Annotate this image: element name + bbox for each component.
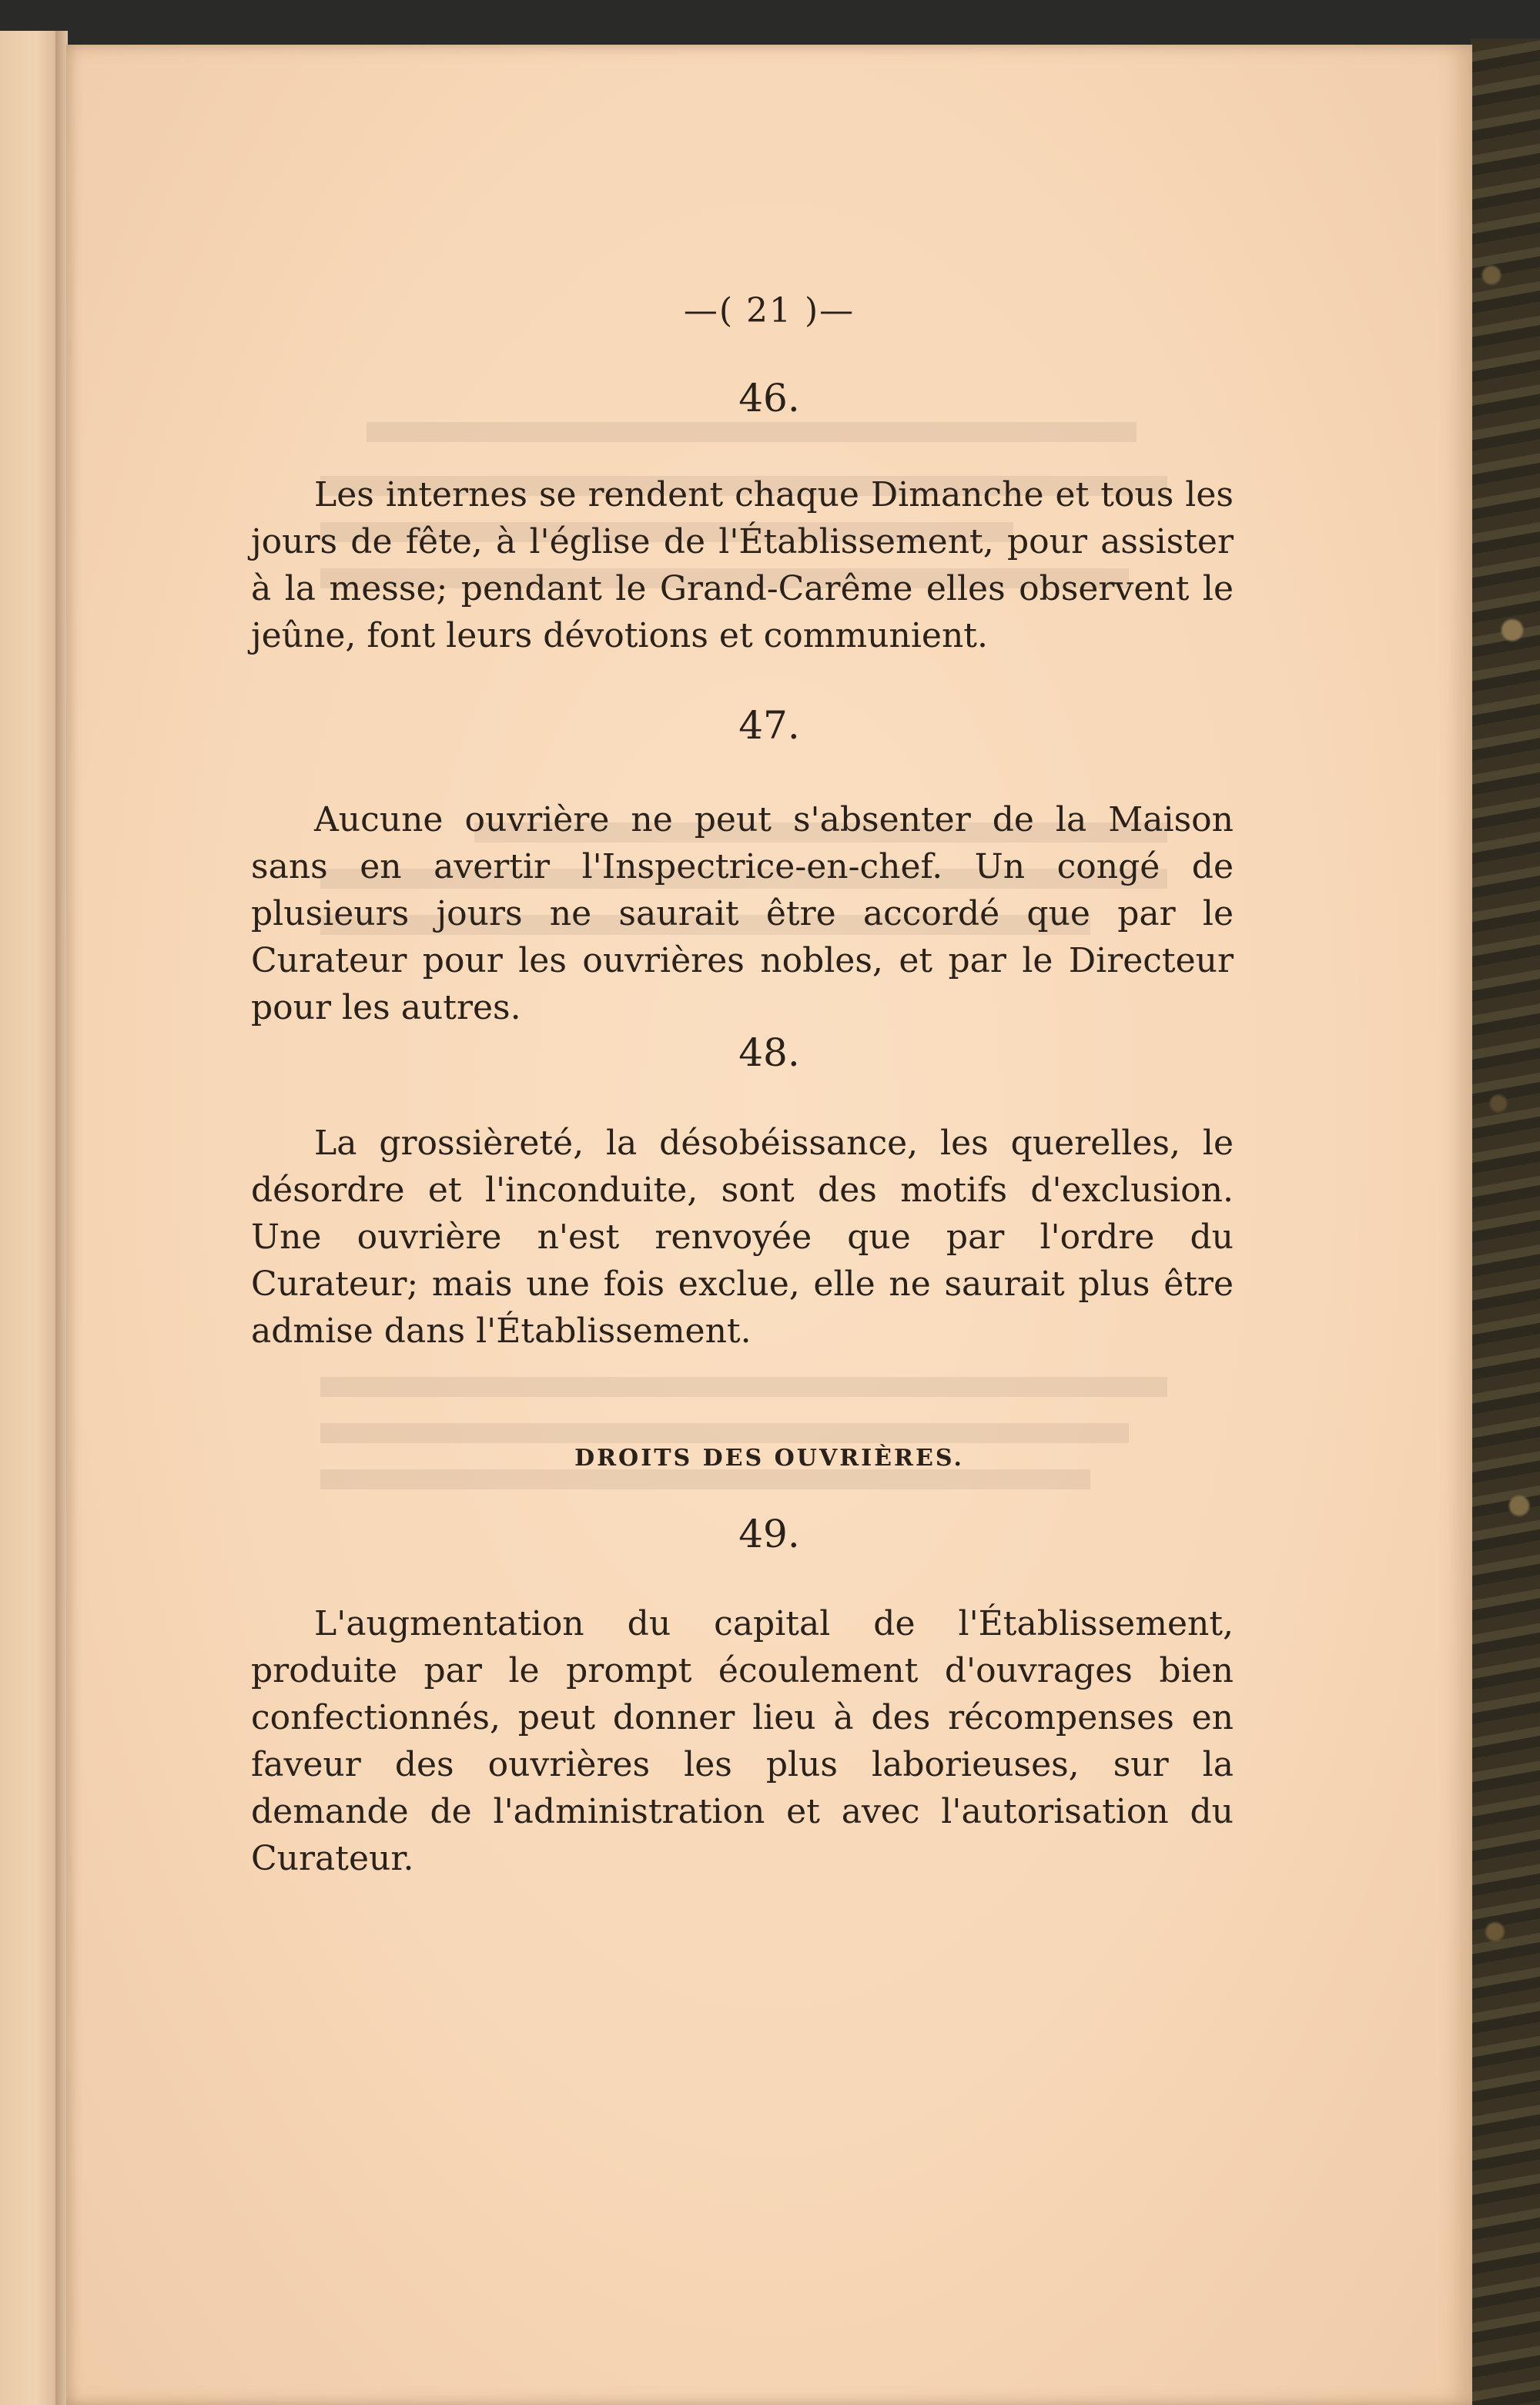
article-46-text: Les internes se rendent chaque Dimanche et tous les jours de fête, à l'église de l'Établissement, pour assister à la messe; pendant le Grand-Carême elles observent le jeûne, font leurs dévotions et communient. (251, 475, 1234, 655)
article-number-48: 48. (738, 1030, 800, 1075)
marbled-cover-board (1471, 39, 1540, 2405)
article-49-text: L'augmentation du capital de l'Établissement, produite par le prompt écoulement d'ouvrages bien confectionnés, peut donner lieu à des récompenses en faveur des ouvrières les plus laborieuses, sur la demande de l'administration et avec l'autorisation du Curateur. (251, 1604, 1234, 1878)
article-number-46: 46. (738, 376, 800, 420)
section-heading: DROITS DES OUVRIÈRES. (574, 1445, 964, 1472)
article-48-text: La grossièreté, la désobéissance, les querelles, le désordre et l'inconduite, sont des motifs d'exclusion. Une ouvrière n'est renvoyée que par l'ordre du Curateur; mais une fois exclue, elle ne saurait plus être admise dans l'Établissement. (251, 1124, 1234, 1351)
book-page (66, 45, 1472, 2405)
facing-page-edge (0, 31, 60, 2405)
page-number-header: —( 21 )— (683, 291, 855, 330)
article-47-text: Aucune ouvrière ne peut s'absenter de la Maison sans en avertir l'Inspectrice-en-chef. Un congé de plusieurs jours ne saurait être accordé que par le Curateur pour les ouvrières nobles, et par le Directeur pour les autres. (251, 800, 1234, 1027)
article-number-49: 49. (738, 1512, 800, 1556)
article-number-47: 47. (738, 703, 800, 748)
